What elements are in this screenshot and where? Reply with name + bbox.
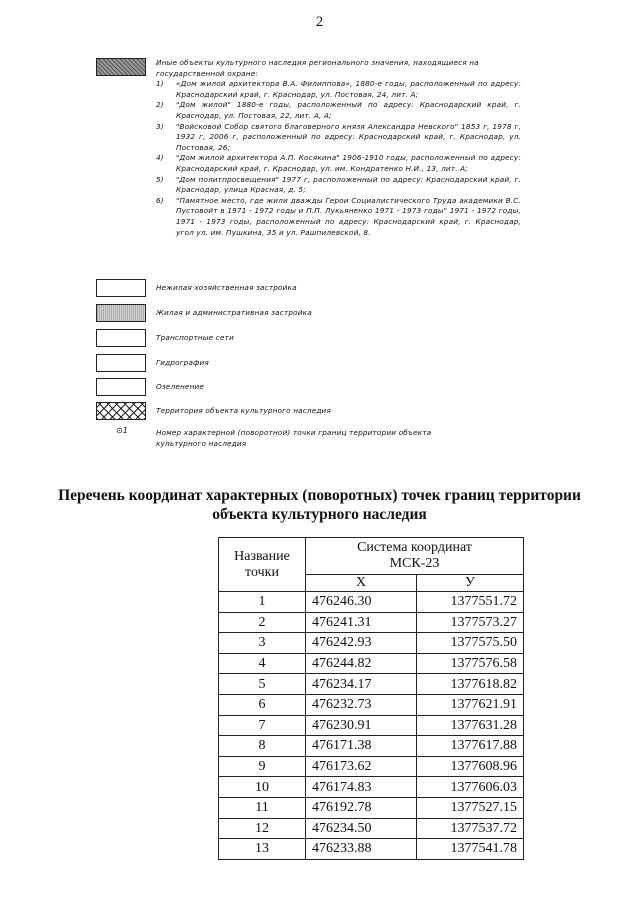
cell-x: 476241.31 <box>306 612 417 633</box>
cell-y: 1377621.91 <box>417 694 524 715</box>
heritage-object-number: 3) <box>156 121 164 131</box>
cell-point-name: 5 <box>219 674 306 695</box>
cell-x: 476244.82 <box>306 653 417 674</box>
legend-swatch-heritage-territory <box>96 402 146 420</box>
page-number: 2 <box>315 14 324 30</box>
cell-x: 476246.30 <box>306 592 417 613</box>
heritage-object-number: 5) <box>156 174 164 184</box>
table-row <box>219 839 524 860</box>
heritage-object-text: "Дом политпросвещения" 1977 г, расположенный по адресу: Краснодарский край, г. Краснодар, улица Красная, д. 5; <box>176 174 521 195</box>
heritage-object-text: «Дом жилой архитектора В.А. Филиппова», 1880-е годы, расположенный по адресу: Краснодарский край, г. Краснодар, ул. Постовая, 24, лит. А; <box>176 79 521 99</box>
legend-swatch-heritage-objects <box>96 58 146 76</box>
table-row <box>219 715 524 736</box>
heritage-object-item <box>156 100 521 121</box>
cell-point-name: 12 <box>219 818 306 839</box>
cell-y: 1377551.72 <box>417 592 524 613</box>
legend-label-hydrography: Гидрография <box>156 358 209 367</box>
cell-x: 476242.93 <box>306 633 417 654</box>
cell-point-name: 3 <box>219 633 306 654</box>
heritage-object-text: "Войсковой Собор святого благоверного князя Александра Невского" 1853 г, 1978 г, 1932 г, 2006 г, расположенный по адресу: Краснодарский край, г. Краснодар, ул. Постовая, 26; <box>176 121 521 152</box>
legend-label-transport: Транспортные сети <box>156 333 234 342</box>
cell-x: 476173.62 <box>306 756 417 777</box>
heritage-object-item <box>156 122 521 154</box>
cell-y: 1377631.28 <box>417 715 524 736</box>
table-row <box>219 736 524 757</box>
legend-heritage-objects-text <box>156 58 521 238</box>
coordinates-table-title <box>0 486 639 524</box>
table-row <box>219 633 524 654</box>
legend-label-nonresidential: Нежилая хозяйственная застройка <box>156 283 297 292</box>
legend-label-residential: Жилая и административная застройка <box>156 308 312 317</box>
header-x: X <box>306 575 417 592</box>
cell-y: 1377537.72 <box>417 818 524 839</box>
cell-x: 476232.73 <box>306 694 417 715</box>
cell-point-name: 9 <box>219 756 306 777</box>
table-row <box>219 694 524 715</box>
cell-x: 476192.78 <box>306 797 417 818</box>
cell-point-name: 4 <box>219 653 306 674</box>
cell-point-name: 8 <box>219 736 306 757</box>
cell-x: 476174.83 <box>306 777 417 798</box>
table-row <box>219 797 524 818</box>
cell-point-name: 7 <box>219 715 306 736</box>
heritage-object-item <box>156 196 521 238</box>
table-title-line-2: объекта культурного наследия <box>212 506 427 523</box>
table-row <box>219 653 524 674</box>
cell-point-name: 10 <box>219 777 306 798</box>
table-row <box>219 674 524 695</box>
legend-swatch-nonresidential <box>96 279 146 297</box>
cell-x: 476234.50 <box>306 818 417 839</box>
cell-y: 1377527.15 <box>417 797 524 818</box>
cell-point-name: 1 <box>219 592 306 613</box>
table-row <box>219 756 524 777</box>
table-title-line-1: Перечень координат характерных (поворотных) точек границ территории <box>58 487 581 504</box>
map-legend <box>96 58 526 448</box>
cell-point-name: 2 <box>219 612 306 633</box>
table-row <box>219 818 524 839</box>
heritage-object-item <box>156 175 521 196</box>
heritage-object-text: "Дом жилой" 1880-е годы, расположенный по адресу: Краснодарский край, г. Краснодар, ул. Постовая, 22, лит. А, А; <box>176 100 521 120</box>
cell-x: 476234.17 <box>306 674 417 695</box>
cell-y: 1377608.96 <box>417 756 524 777</box>
cell-point-name: 13 <box>219 839 306 860</box>
heritage-object-number: 1) <box>156 79 164 89</box>
legend-label-point-number: Номер характерной (поворотной) точки границ территории объекта культурного наследия <box>156 428 432 448</box>
cell-x: 476230.91 <box>306 715 417 736</box>
cell-y: 1377606.03 <box>417 777 524 798</box>
legend-swatch-hydrography <box>96 354 146 372</box>
legend-swatch-transport <box>96 329 146 347</box>
table-row <box>219 777 524 798</box>
header-coordinate-system: Система координат МСК-23 <box>306 538 524 575</box>
legend-row-heritage-objects <box>96 58 526 298</box>
cell-y: 1377617.88 <box>417 736 524 757</box>
legend-objects-heading: Иные объекты культурного наследия регионального значения, находящиеся на государственной охране: <box>156 58 479 78</box>
cell-point-name: 11 <box>219 797 306 818</box>
cell-point-name: 6 <box>219 694 306 715</box>
cell-y: 1377576.58 <box>417 653 524 674</box>
coordinates-table-body <box>219 592 524 860</box>
legend-swatch-greenery <box>96 378 146 396</box>
coordinates-table <box>218 537 524 860</box>
table-row <box>219 612 524 633</box>
header-point-name: Название точки <box>219 538 306 592</box>
heritage-object-number: 6) <box>156 195 164 205</box>
header-y: У <box>417 575 524 592</box>
cell-y: 1377618.82 <box>417 674 524 695</box>
legend-label-heritage-territory: Территория объекта культурного наследия <box>156 406 331 415</box>
heritage-object-number: 2) <box>156 100 164 110</box>
cell-x: 476233.88 <box>306 839 417 860</box>
cell-y: 1377575.50 <box>417 633 524 654</box>
heritage-object-number: 4) <box>156 153 164 163</box>
point-number-symbol: ⊙1 <box>116 426 128 435</box>
cell-y: 1377573.27 <box>417 612 524 633</box>
cell-y: 1377541.78 <box>417 839 524 860</box>
heritage-object-item <box>156 153 521 174</box>
legend-swatch-residential <box>96 304 146 322</box>
heritage-object-text: "Дом жилой архитектора А.П. Косякина" 1906-1910 годы, расположенный по адресу: Краснодарский край, г. Краснодар, ул. им. Кондратенко Н.И., 13, лит. А; <box>176 153 521 173</box>
heritage-object-text: "Памятное место, где жили дважды Герои Социалистического Труда академики В.С. Пустовойт в 1971 - 1972 годы и П.П. Лукьяненко 1971 - 1973 годы" 1971 - 1972 годы, 1971 - 1973 годы, расположенный по адресу: Краснодарский край, г. Краснодар, угол ул. им. Пушкина, 35 и ул. Рашпилевской, 8. <box>176 195 521 237</box>
cell-x: 476171.38 <box>306 736 417 757</box>
heritage-object-item <box>156 79 521 100</box>
legend-label-greenery: Озеленение <box>156 382 205 391</box>
heritage-objects-list <box>156 79 521 238</box>
table-row <box>219 592 524 613</box>
